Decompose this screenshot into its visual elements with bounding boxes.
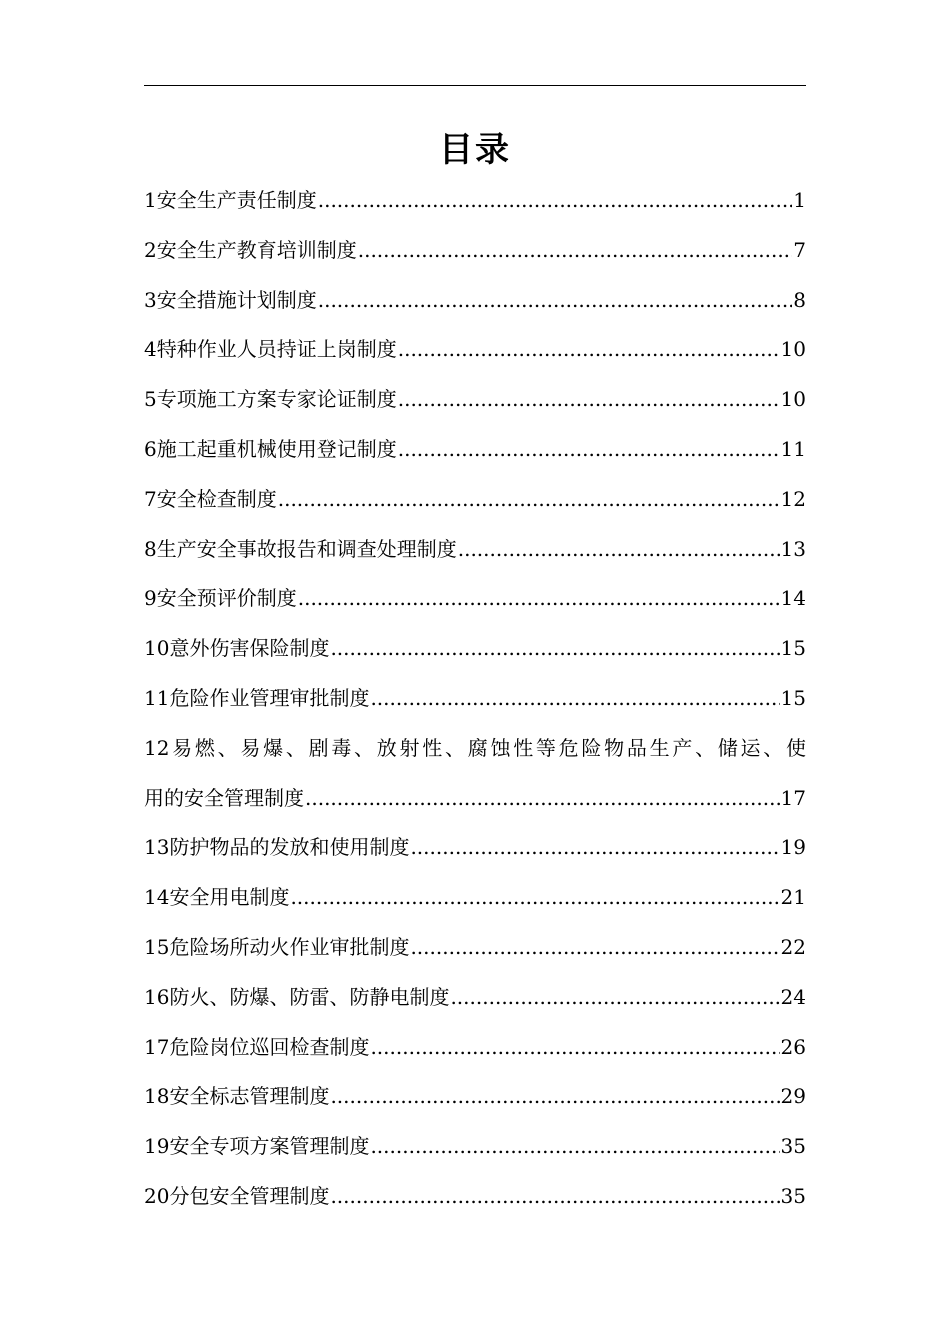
toc-line <box>144 724 806 774</box>
toc-dot-leader <box>370 1122 779 1172</box>
toc-entry-number: 13 <box>144 835 170 860</box>
toc-entry-title: 意外伤害保险制度 <box>169 636 330 661</box>
toc-entry-number: 8 <box>144 536 157 561</box>
toc-dot-leader <box>330 624 779 674</box>
toc-entry[interactable] <box>144 674 806 724</box>
toc-entry-text <box>144 425 397 475</box>
toc-entry-title: 安全预评价制度 <box>156 586 297 611</box>
toc-entry-text <box>144 624 329 674</box>
toc-entry[interactable] <box>144 425 806 475</box>
toc-entry-title: 安全用电制度 <box>169 885 290 910</box>
toc-entry[interactable] <box>144 226 806 276</box>
toc-entry[interactable] <box>144 325 806 375</box>
toc-entry[interactable] <box>144 1122 806 1172</box>
toc-entry-number: 19 <box>144 1134 170 1159</box>
toc-entry-title: 安全生产责任制度 <box>156 188 317 212</box>
toc-page-number: 17 <box>780 785 806 810</box>
toc-dot-leader <box>278 475 780 525</box>
toc-line <box>144 823 806 873</box>
toc-entry[interactable] <box>144 525 806 575</box>
toc-page-number: 26 <box>780 1034 806 1059</box>
toc-entry-title: 安全标志管理制度 <box>169 1084 330 1109</box>
toc-entry-text <box>144 923 409 973</box>
toc-line <box>144 525 806 575</box>
toc-line <box>144 574 806 624</box>
toc-entry-text <box>144 1023 369 1073</box>
toc-entry-title: 安全生产教育培训制度 <box>156 237 357 262</box>
toc-entry-text <box>144 325 397 375</box>
toc-entry-number: 18 <box>144 1084 170 1109</box>
toc-dot-leader <box>398 375 780 425</box>
toc-title: 目录 <box>439 130 511 170</box>
toc-page-number: 21 <box>780 885 806 910</box>
toc-line <box>144 375 806 425</box>
toc-page-number: 11 <box>780 436 806 461</box>
toc-page-number: 15 <box>780 685 806 710</box>
toc-entry-number: 16 <box>144 984 170 1009</box>
toc-page-number: 35 <box>780 1183 806 1208</box>
toc-entry-title: 特种作业人员持证上岗制度 <box>156 337 397 362</box>
toc-entry-text <box>144 574 297 624</box>
toc-page-number: 10 <box>780 337 806 362</box>
toc-entry-number: 1 <box>144 188 157 212</box>
toc-entry[interactable] <box>144 823 806 873</box>
toc-entry-number: 10 <box>144 636 170 661</box>
toc-entry-number: 6 <box>144 436 157 461</box>
toc-line <box>144 973 806 1023</box>
toc-entry-text <box>144 176 317 226</box>
toc-entry-number: 2 <box>144 237 157 262</box>
toc-line <box>144 674 806 724</box>
toc-line <box>144 226 806 276</box>
toc-page-number: 10 <box>780 387 806 412</box>
toc-entry-title: 危险场所动火作业审批制度 <box>169 934 410 959</box>
toc-entry[interactable] <box>144 923 806 973</box>
toc-page-number: 29 <box>780 1084 806 1109</box>
toc-entry[interactable] <box>144 176 806 226</box>
toc-line <box>144 923 806 973</box>
toc-entry-title: 专项施工方案专家论证制度 <box>156 387 397 412</box>
toc-page-number: 8 <box>793 287 806 312</box>
toc-line <box>144 1023 806 1073</box>
toc-entry-text <box>144 973 449 1023</box>
toc-list <box>144 176 806 1222</box>
toc-entry-text <box>144 475 277 525</box>
toc-entry[interactable] <box>144 574 806 624</box>
toc-entry-title: 危险作业管理审批制度 <box>169 685 370 710</box>
toc-entry-number: 17 <box>144 1034 170 1059</box>
toc-line <box>144 873 806 923</box>
toc-entry-title: 危险岗位巡回检查制度 <box>169 1034 370 1059</box>
toc-entry-text <box>144 823 409 873</box>
toc-entry-text <box>144 873 289 923</box>
toc-dot-leader <box>330 1172 779 1222</box>
toc-entry[interactable] <box>144 276 806 326</box>
toc-line <box>144 1072 806 1122</box>
toc-entry-number: 12 <box>144 735 170 760</box>
toc-line <box>144 1122 806 1172</box>
toc-page-number: 14 <box>780 586 806 611</box>
toc-dot-leader <box>370 674 779 724</box>
toc-entry-text <box>144 375 397 425</box>
toc-entry-number: 7 <box>144 486 157 511</box>
toc-entry-number: 15 <box>144 934 170 959</box>
toc-page-number: 7 <box>793 237 806 262</box>
toc-entry-text <box>144 525 457 575</box>
toc-entry[interactable] <box>144 1023 806 1073</box>
toc-entry-title: 防护物品的发放和使用制度 <box>169 835 410 860</box>
toc-page-number: 35 <box>780 1134 806 1159</box>
toc-entry-number: 14 <box>144 885 170 910</box>
toc-dot-leader <box>330 1072 779 1122</box>
toc-dot-leader <box>370 1023 779 1073</box>
toc-entry-text <box>144 226 357 276</box>
toc-entry-text <box>144 1172 329 1222</box>
toc-dot-leader <box>398 325 780 375</box>
toc-entry-title: 分包安全管理制度 <box>169 1183 330 1208</box>
toc-entry[interactable] <box>144 375 806 425</box>
toc-page-number: 19 <box>780 835 806 860</box>
toc-entry-number: 3 <box>144 287 157 312</box>
toc-entry[interactable] <box>144 1172 806 1222</box>
toc-entry-number: 20 <box>144 1183 170 1208</box>
toc-dot-leader <box>318 276 793 326</box>
toc-dot-leader <box>305 774 780 824</box>
toc-entry-text <box>144 1122 369 1172</box>
toc-dot-leader <box>410 823 779 873</box>
toc-line <box>144 1172 806 1222</box>
toc-page-number: 1 <box>793 188 806 212</box>
toc-entry-text <box>144 276 317 326</box>
toc-dot-leader <box>318 176 793 226</box>
toc-dot-leader <box>410 923 779 973</box>
toc-line <box>144 176 806 226</box>
toc-line <box>144 624 806 674</box>
toc-dot-leader <box>290 873 779 923</box>
toc-entry[interactable] <box>144 475 806 525</box>
toc-entry-number: 11 <box>144 685 170 710</box>
toc-page-number: 15 <box>780 636 806 661</box>
toc-line <box>144 475 806 525</box>
toc-dot-leader <box>450 973 779 1023</box>
toc-dot-leader <box>358 226 793 276</box>
toc-entry-text <box>144 774 304 824</box>
toc-entry-number: 5 <box>144 387 157 412</box>
toc-page-number: 22 <box>780 934 806 959</box>
toc-entry-title: 安全检查制度 <box>156 486 277 511</box>
toc-entry[interactable] <box>144 873 806 923</box>
toc-entry[interactable] <box>144 1072 806 1122</box>
toc-entry[interactable] <box>144 624 806 674</box>
toc-line <box>144 325 806 375</box>
toc-entry[interactable] <box>144 973 806 1023</box>
toc-dot-leader <box>458 525 780 575</box>
toc-page-number: 13 <box>780 536 806 561</box>
toc-entry-number: 4 <box>144 337 157 362</box>
toc-entry-title: 施工起重机械使用登记制度 <box>156 436 397 461</box>
toc-line <box>144 276 806 326</box>
toc-entry-title: 易燃、易爆、剧毒、放射性、腐蚀性等危险物品生产、储运、使 <box>169 735 806 760</box>
toc-entry-text <box>144 674 369 724</box>
toc-entry-title: 安全专项方案管理制度 <box>169 1134 370 1159</box>
toc-dot-leader <box>398 425 780 475</box>
toc-entry-title: 生产安全事故报告和调查处理制度 <box>156 536 457 561</box>
toc-line <box>144 425 806 475</box>
toc-entry-title: 安全措施计划制度 <box>156 287 317 312</box>
toc-dot-leader <box>298 574 780 624</box>
toc-page-number: 12 <box>780 486 806 511</box>
toc-entry[interactable] <box>144 724 806 824</box>
toc-entry-title: 防火、防爆、防雷、防静电制度 <box>169 984 450 1009</box>
toc-entry-text <box>144 1072 329 1122</box>
header-rule <box>144 85 806 86</box>
toc-line <box>144 774 806 824</box>
toc-entry-number: 9 <box>144 586 157 611</box>
toc-page-number: 24 <box>780 984 806 1009</box>
toc-entry-title: 用的安全管理制度 <box>144 785 304 810</box>
